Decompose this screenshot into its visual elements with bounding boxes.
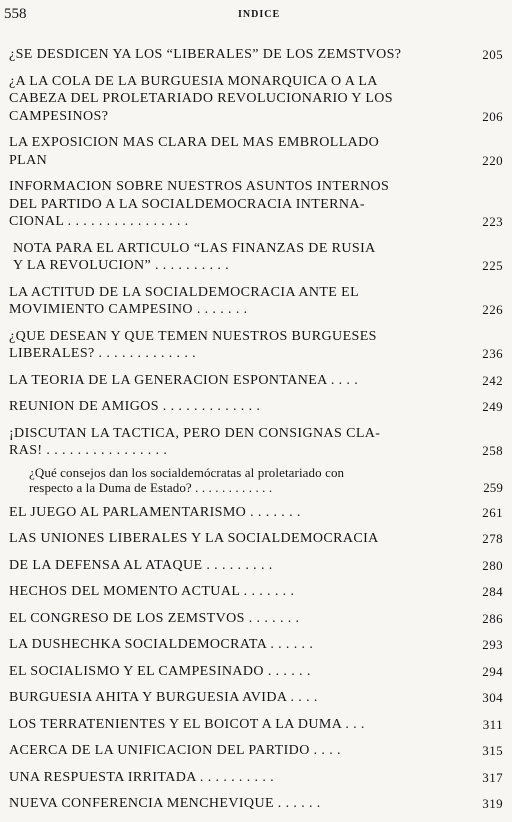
toc-page-number: 293 [482, 637, 503, 652]
toc-entry-title: LAS UNIONES LIBERALES Y LA SOCIALDEMOCRACIA [9, 531, 379, 546]
toc-page-number: 236 [482, 346, 503, 361]
toc-entry-title: LA ACTITUD DE LA SOCIALDEMOCRACIA ANTE EL [9, 284, 360, 300]
toc-entry[interactable] [9, 425, 503, 460]
toc-page-number: 284 [482, 584, 503, 599]
toc-page-number: 280 [482, 557, 503, 573]
toc-page-number: 259 [483, 479, 503, 495]
toc-entry[interactable] [9, 769, 503, 787]
toc-entry-title: INFORMACION SOBRE NUESTROS ASUNTOS INTERNOS [9, 179, 390, 194]
toc-entry[interactable] [9, 328, 503, 363]
toc-entry[interactable] [9, 557, 503, 575]
toc-page-number: 226 [482, 302, 503, 317]
toc-entry[interactable] [9, 284, 503, 319]
toc-entry[interactable] [9, 689, 503, 707]
toc-entry[interactable] [9, 504, 503, 522]
toc-entry[interactable] [9, 636, 503, 654]
toc-entry[interactable] [9, 372, 503, 390]
table-of-contents [9, 46, 503, 822]
toc-page-number: 304 [482, 690, 503, 705]
toc-entry[interactable] [9, 73, 503, 126]
toc-entry-title: HECHOS DEL MOMENTO ACTUAL . . . . . . . [9, 584, 295, 599]
toc-page-number: 242 [482, 372, 503, 388]
toc-page-number: 220 [482, 152, 503, 168]
toc-entry-title: UNA RESPUESTA IRRITADA . . . . . . . . . . [9, 769, 275, 785]
toc-entry-title: ¿SE DESDICEN YA LOS “LIBERALES” DE LOS ZEMSTVOS? [9, 47, 402, 62]
toc-page-number: 286 [482, 610, 503, 626]
toc-entry[interactable] [9, 742, 503, 760]
toc-entry[interactable] [9, 398, 503, 416]
toc-entry-title: LOS TERRATENIENTES Y EL BOICOT A LA DUMA . . . [9, 716, 365, 732]
toc-page-number: 225 [482, 258, 503, 273]
toc-page-number: 205 [482, 47, 503, 62]
toc-entry[interactable] [9, 530, 503, 548]
toc-page-number: 249 [482, 399, 503, 414]
toc-entry-title: Y LA REVOLUCION” . . . . . . . . . . [13, 258, 230, 273]
toc-page-number: 317 [482, 769, 503, 785]
toc-entry[interactable] [9, 795, 503, 813]
toc-entry-title: LA DUSHECHKA SOCIALDEMOCRATA . . . . . . [9, 637, 314, 652]
toc-entry-title: LA TEORIA DE LA GENERACION ESPONTANEA . . . . [9, 372, 359, 388]
toc-page-number: 258 [482, 443, 503, 458]
toc-entry-title: ¡DISCUTAN LA TACTICA, PERO DEN CONSIGNAS CLA- [9, 425, 381, 441]
page-header [0, 4, 512, 24]
toc-entry-title: LA EXPOSICION MAS CLARA DEL MAS EMBROLLADO [9, 135, 380, 150]
toc-entry-title: CIONAL . . . . . . . . . . . . . . . . [9, 214, 189, 229]
toc-page-number: 315 [482, 743, 503, 758]
toc-entry[interactable] [9, 240, 503, 275]
toc-page-number: 223 [482, 214, 503, 229]
toc-entry-title: MOVIMIENTO CAMPESINO . . . . . . . [9, 302, 248, 317]
toc-entry-title: ¿A LA COLA DE LA BURGUESIA MONARQUICA O A LA [9, 73, 378, 89]
toc-entry-title: EL SOCIALISMO Y EL CAMPESINADO . . . . . . [9, 663, 311, 679]
toc-page-number: 261 [482, 504, 503, 520]
toc-entry-title: BURGUESIA AHITA Y BURGUESIA AVIDA . . . . [9, 690, 318, 705]
toc-entry[interactable] [9, 610, 503, 628]
toc-page-number: 319 [482, 796, 503, 811]
toc-entry-title: PLAN [9, 152, 48, 168]
toc-entry-title: ¿QUE DESEAN Y QUE TEMEN NUESTROS BURGUESES [9, 328, 377, 344]
toc-page-number: 294 [482, 663, 503, 679]
toc-page-number: 278 [482, 531, 503, 546]
toc-entry-title: NUEVA CONFERENCIA MENCHEVIQUE . . . . . . [9, 796, 321, 811]
toc-entry[interactable] [9, 583, 503, 601]
toc-entry-title: NOTA PARA EL ARTICULO “LAS FINANZAS DE RUSIA [13, 240, 376, 256]
toc-subentry-title: respecto a la Duma de Estado? . . . . . . . . . . . . [29, 479, 273, 495]
running-title: INDICE [238, 9, 281, 20]
toc-entry[interactable] [9, 46, 503, 64]
toc-page-number: 206 [482, 108, 503, 124]
toc-entry[interactable] [9, 663, 503, 681]
toc-entry-title: CAMPESINOS? [9, 108, 109, 124]
toc-entry-title: EL CONGRESO DE LOS ZEMSTVOS . . . . . . . [9, 610, 300, 626]
toc-entry-title: CABEZA DEL PROLETARIADO REVOLUCIONARIO Y LOS [9, 91, 393, 106]
toc-entry-title: REUNION DE AMIGOS . . . . . . . . . . . . . [9, 399, 261, 414]
toc-subentry[interactable] [29, 465, 503, 495]
toc-entry-title: ACERCA DE LA UNIFICACION DEL PARTIDO . . . . [9, 743, 341, 758]
page-number: 558 [4, 6, 27, 22]
toc-entry-title: RAS! . . . . . . . . . . . . . . . . [9, 443, 168, 458]
toc-entry-title: EL JUEGO AL PARLAMENTARISMO . . . . . . . [9, 504, 301, 520]
toc-entry-title: LIBERALES? . . . . . . . . . . . . . [9, 346, 197, 361]
toc-entry[interactable] [9, 134, 503, 169]
toc-page-number: 311 [482, 716, 503, 732]
toc-entry[interactable] [9, 716, 503, 734]
toc-entry[interactable] [9, 178, 503, 231]
toc-entry-title: DE LA DEFENSA AL ATAQUE . . . . . . . . . [9, 557, 273, 573]
toc-entry-title: DEL PARTIDO A LA SOCIALDEMOCRACIA INTERNA- [9, 196, 365, 212]
toc-subentry-title: ¿Qué consejos dan los socialdemócratas al proletariado con [29, 464, 345, 480]
